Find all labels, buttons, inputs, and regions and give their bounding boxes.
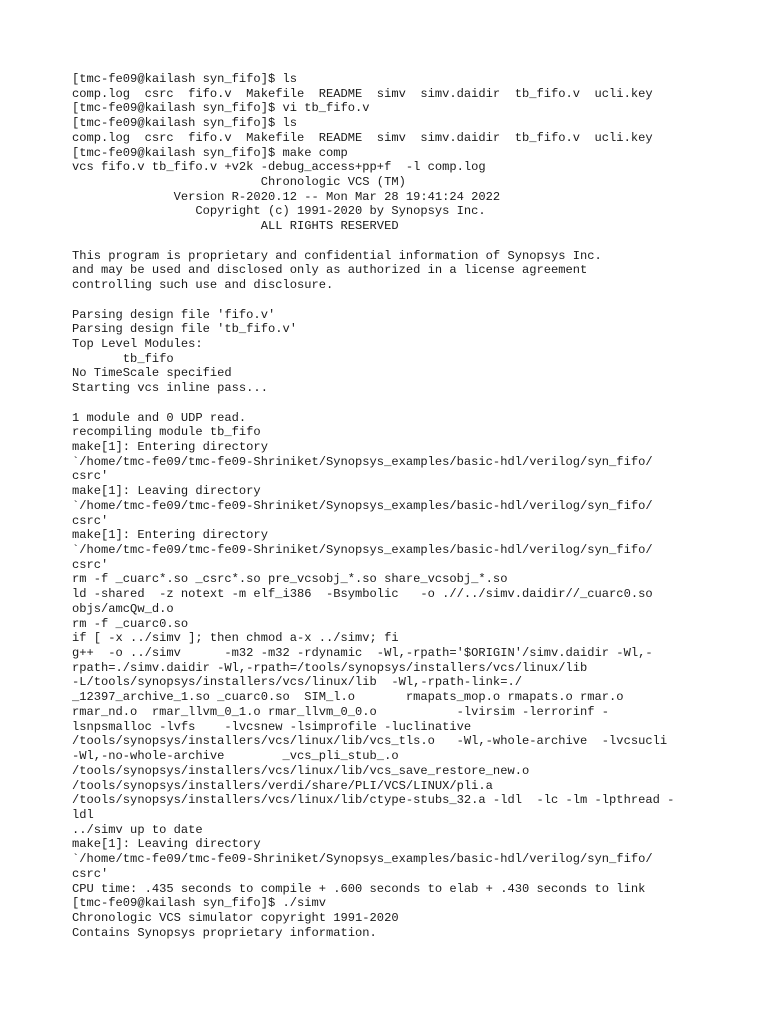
terminal-line: Chronologic VCS (TM) (72, 175, 406, 190)
terminal-line: make[1]: Leaving directory (72, 837, 261, 852)
terminal-line: Parsing design file 'fifo.v' (72, 307, 276, 322)
terminal-line: _12397_archive_1.so _cuarc0.so SIM_l.o rmapats_mop.o rmapats.o rmar.o (72, 690, 624, 705)
terminal-line: ALL RIGHTS RESERVED (72, 219, 399, 234)
terminal-line: `/home/tmc-fe09/tmc-fe09-Shriniket/Synopsys_examples/basic-hdl/verilog/syn_fifo/ (72, 543, 653, 557)
terminal-line: `/home/tmc-fe09/tmc-fe09-Shriniket/Synopsys_examples/basic-hdl/verilog/syn_fifo/ (72, 454, 653, 469)
terminal-line: -Wl,-no-whole-archive _vcs_pli_stub_.o (72, 749, 399, 764)
terminal-line: [tmc-fe09@kailash syn_fifo]$ ls (72, 116, 297, 131)
terminal-output[interactable] (72, 72, 712, 940)
terminal-line: Contains Synopsys proprietary information. (72, 925, 377, 940)
terminal-line: g++ -o ../simv -m32 -m32 -rdynamic -Wl,-rpath='$ORIGIN'/simv.daidir -Wl,- (72, 646, 653, 661)
terminal-line: ldl (72, 807, 94, 822)
terminal-line: [tmc-fe09@kailash syn_fifo]$ vi tb_fifo.v (72, 101, 370, 116)
terminal-line: ../simv up to date (72, 822, 203, 837)
terminal-line: Top Level Modules: (72, 336, 203, 351)
terminal-line: make[1]: Entering directory (72, 528, 268, 543)
terminal-line: [tmc-fe09@kailash syn_fifo]$ make comp (72, 145, 348, 160)
terminal-line: Copyright (c) 1991-2020 by Synopsys Inc. (72, 204, 486, 219)
terminal-line: /tools/synopsys/installers/vcs/linux/lib/vcs_tls.o -Wl,-whole-archive -lvcsucli (72, 734, 668, 749)
terminal-line: rm -f _cuarc*.so _csrc*.so pre_vcsobj_*.so share_vcsobj_*.so (72, 572, 508, 587)
terminal-line: [tmc-fe09@kailash syn_fifo]$ ./simv (72, 896, 327, 911)
terminal-line: CPU time: .435 seconds to compile + .600 seconds to elab + .430 seconds to link (72, 881, 646, 896)
terminal-line: rmar_nd.o rmar_llvm_0_1.o rmar_llvm_0_0.o -lvirsim -lerrorinf - (72, 704, 610, 719)
terminal-line: vcs fifo.v tb_fifo.v +v2k -debug_access+pp+f -l comp.log (72, 160, 486, 175)
terminal-line: and may be used and disclosed only as authorized in a license agreement (72, 263, 588, 278)
terminal-line (72, 396, 712, 411)
terminal-line: Starting vcs inline pass... (72, 381, 268, 396)
terminal-line: Parsing design file 'tb_fifo.v' (72, 322, 297, 337)
terminal-line: objs/amcQw_d.o (72, 601, 174, 616)
terminal-line: csrc' (72, 557, 109, 572)
terminal-line: Chronologic VCS simulator copyright 1991-2020 (72, 910, 399, 925)
terminal-line: make[1]: Entering directory (72, 439, 268, 454)
terminal-line: `/home/tmc-fe09/tmc-fe09-Shriniket/Synopsys_examples/basic-hdl/verilog/syn_fifo/ (72, 852, 653, 867)
terminal-line: tb_fifo (72, 351, 174, 366)
terminal-line: make[1]: Leaving directory (72, 484, 261, 499)
terminal-line: rpath=./simv.daidir -Wl,-rpath=/tools/synopsys/installers/vcs/linux/lib (72, 660, 588, 675)
terminal-line: lsnpsmalloc -lvfs -lvcsnew -lsimprofile -luclinative (72, 719, 472, 734)
terminal-line: ld -shared -z notext -m elf_i386 -Bsymbolic -o .//../simv.daidir//_cuarc0.so (72, 587, 653, 602)
terminal-line: 1 module and 0 UDP read. (72, 410, 247, 425)
terminal-line: csrc' (72, 469, 109, 484)
terminal-line: rm -f _cuarc0.so (72, 616, 189, 631)
terminal-line: controlling such use and disclosure. (72, 278, 334, 293)
terminal-line: Version R-2020.12 -- Mon Mar 28 19:41:24 2022 (72, 189, 501, 204)
terminal-line (72, 293, 712, 308)
terminal-line: if [ -x ../simv ]; then chmod a-x ../simv; fi (72, 631, 399, 646)
terminal-line: This program is proprietary and confidential information of Synopsys Inc. (72, 248, 602, 263)
terminal-line: csrc' (72, 513, 109, 528)
terminal-line: -L/tools/synopsys/installers/vcs/linux/lib -Wl,-rpath-link=./ (72, 675, 522, 690)
terminal-line: No TimeScale specified (72, 366, 232, 381)
terminal-line: comp.log csrc fifo.v Makefile README simv simv.daidir tb_fifo.v ucli.key (72, 86, 653, 101)
terminal-line: csrc' (72, 866, 109, 881)
terminal-line: comp.log csrc fifo.v Makefile README simv simv.daidir tb_fifo.v ucli.key (72, 130, 653, 145)
terminal-line: `/home/tmc-fe09/tmc-fe09-Shriniket/Synopsys_examples/basic-hdl/verilog/syn_fifo/ (72, 498, 653, 513)
terminal-line: /tools/synopsys/installers/verdi/share/PLI/VCS/LINUX/pli.a (72, 778, 493, 793)
terminal-line: /tools/synopsys/installers/vcs/linux/lib/vcs_save_restore_new.o (72, 763, 530, 778)
terminal-line (72, 234, 712, 249)
terminal-line: /tools/synopsys/installers/vcs/linux/lib/ctype-stubs_32.a -ldl -lc -lm -lpthread - (72, 793, 675, 808)
terminal-line: recompiling module tb_fifo (72, 425, 261, 440)
terminal-line: [tmc-fe09@kailash syn_fifo]$ ls (72, 72, 297, 86)
